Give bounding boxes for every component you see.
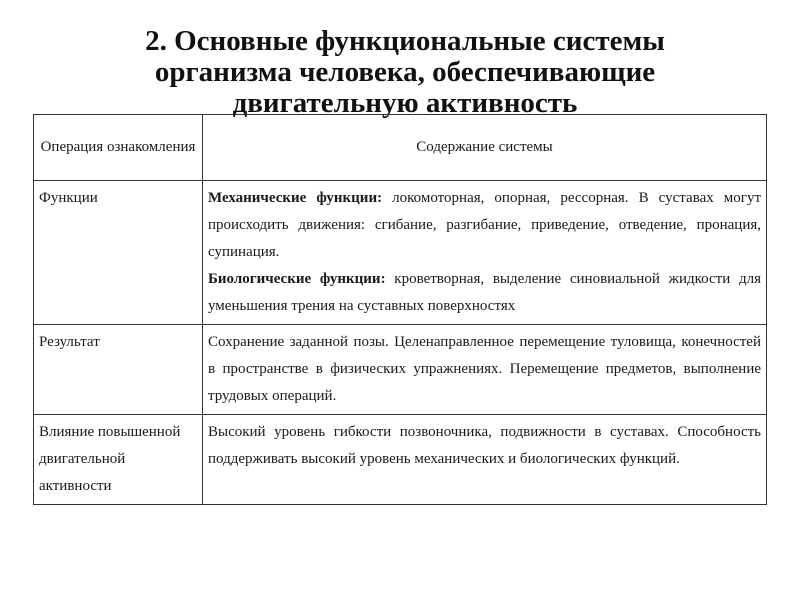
title-line: двигательную активность	[232, 87, 578, 119]
paragraph	[208, 266, 761, 320]
row-label: Влияние повышенной двигательной активности	[34, 415, 203, 505]
bold-lead: Механические функции:	[208, 190, 383, 206]
text: кроветворная, выделение синовиальной жидкости для уменьшения трения на суставных поверхностях	[208, 271, 761, 314]
row-label: Функции	[34, 181, 203, 325]
row-content: Сохранение заданной позы. Целенаправленное перемещение туловища, конечностей в пространстве в физических упражнениях. Перемещение предметов, выполнение трудовых операций.	[203, 325, 767, 415]
row-label: Результат	[34, 325, 203, 415]
table-row	[34, 325, 767, 415]
systems-table	[33, 114, 767, 505]
row-content	[203, 181, 767, 325]
title-line: организма человека, обеспечивающие	[154, 56, 656, 88]
slide-title	[0, 26, 800, 119]
table-row	[34, 181, 767, 325]
header-content: Содержание системы	[203, 115, 767, 181]
header-operation: Операция ознакомления	[34, 115, 203, 181]
table-row	[34, 415, 767, 505]
row-content: Высокий уровень гибкости позвоночника, подвижности в суставах. Способность поддерживать высокий уровень механических и биологических функций.	[203, 415, 767, 505]
text: локомоторная, опорная, рессорная. В суставах могут происходить движения: сгибание, разгибание, приведение, отведение, пронация, супинация.	[208, 190, 761, 260]
table-header-row	[34, 115, 767, 181]
bold-lead: Биологические функции:	[208, 271, 386, 287]
paragraph	[208, 185, 761, 266]
title-line: 2. Основные функциональные системы	[145, 25, 665, 57]
